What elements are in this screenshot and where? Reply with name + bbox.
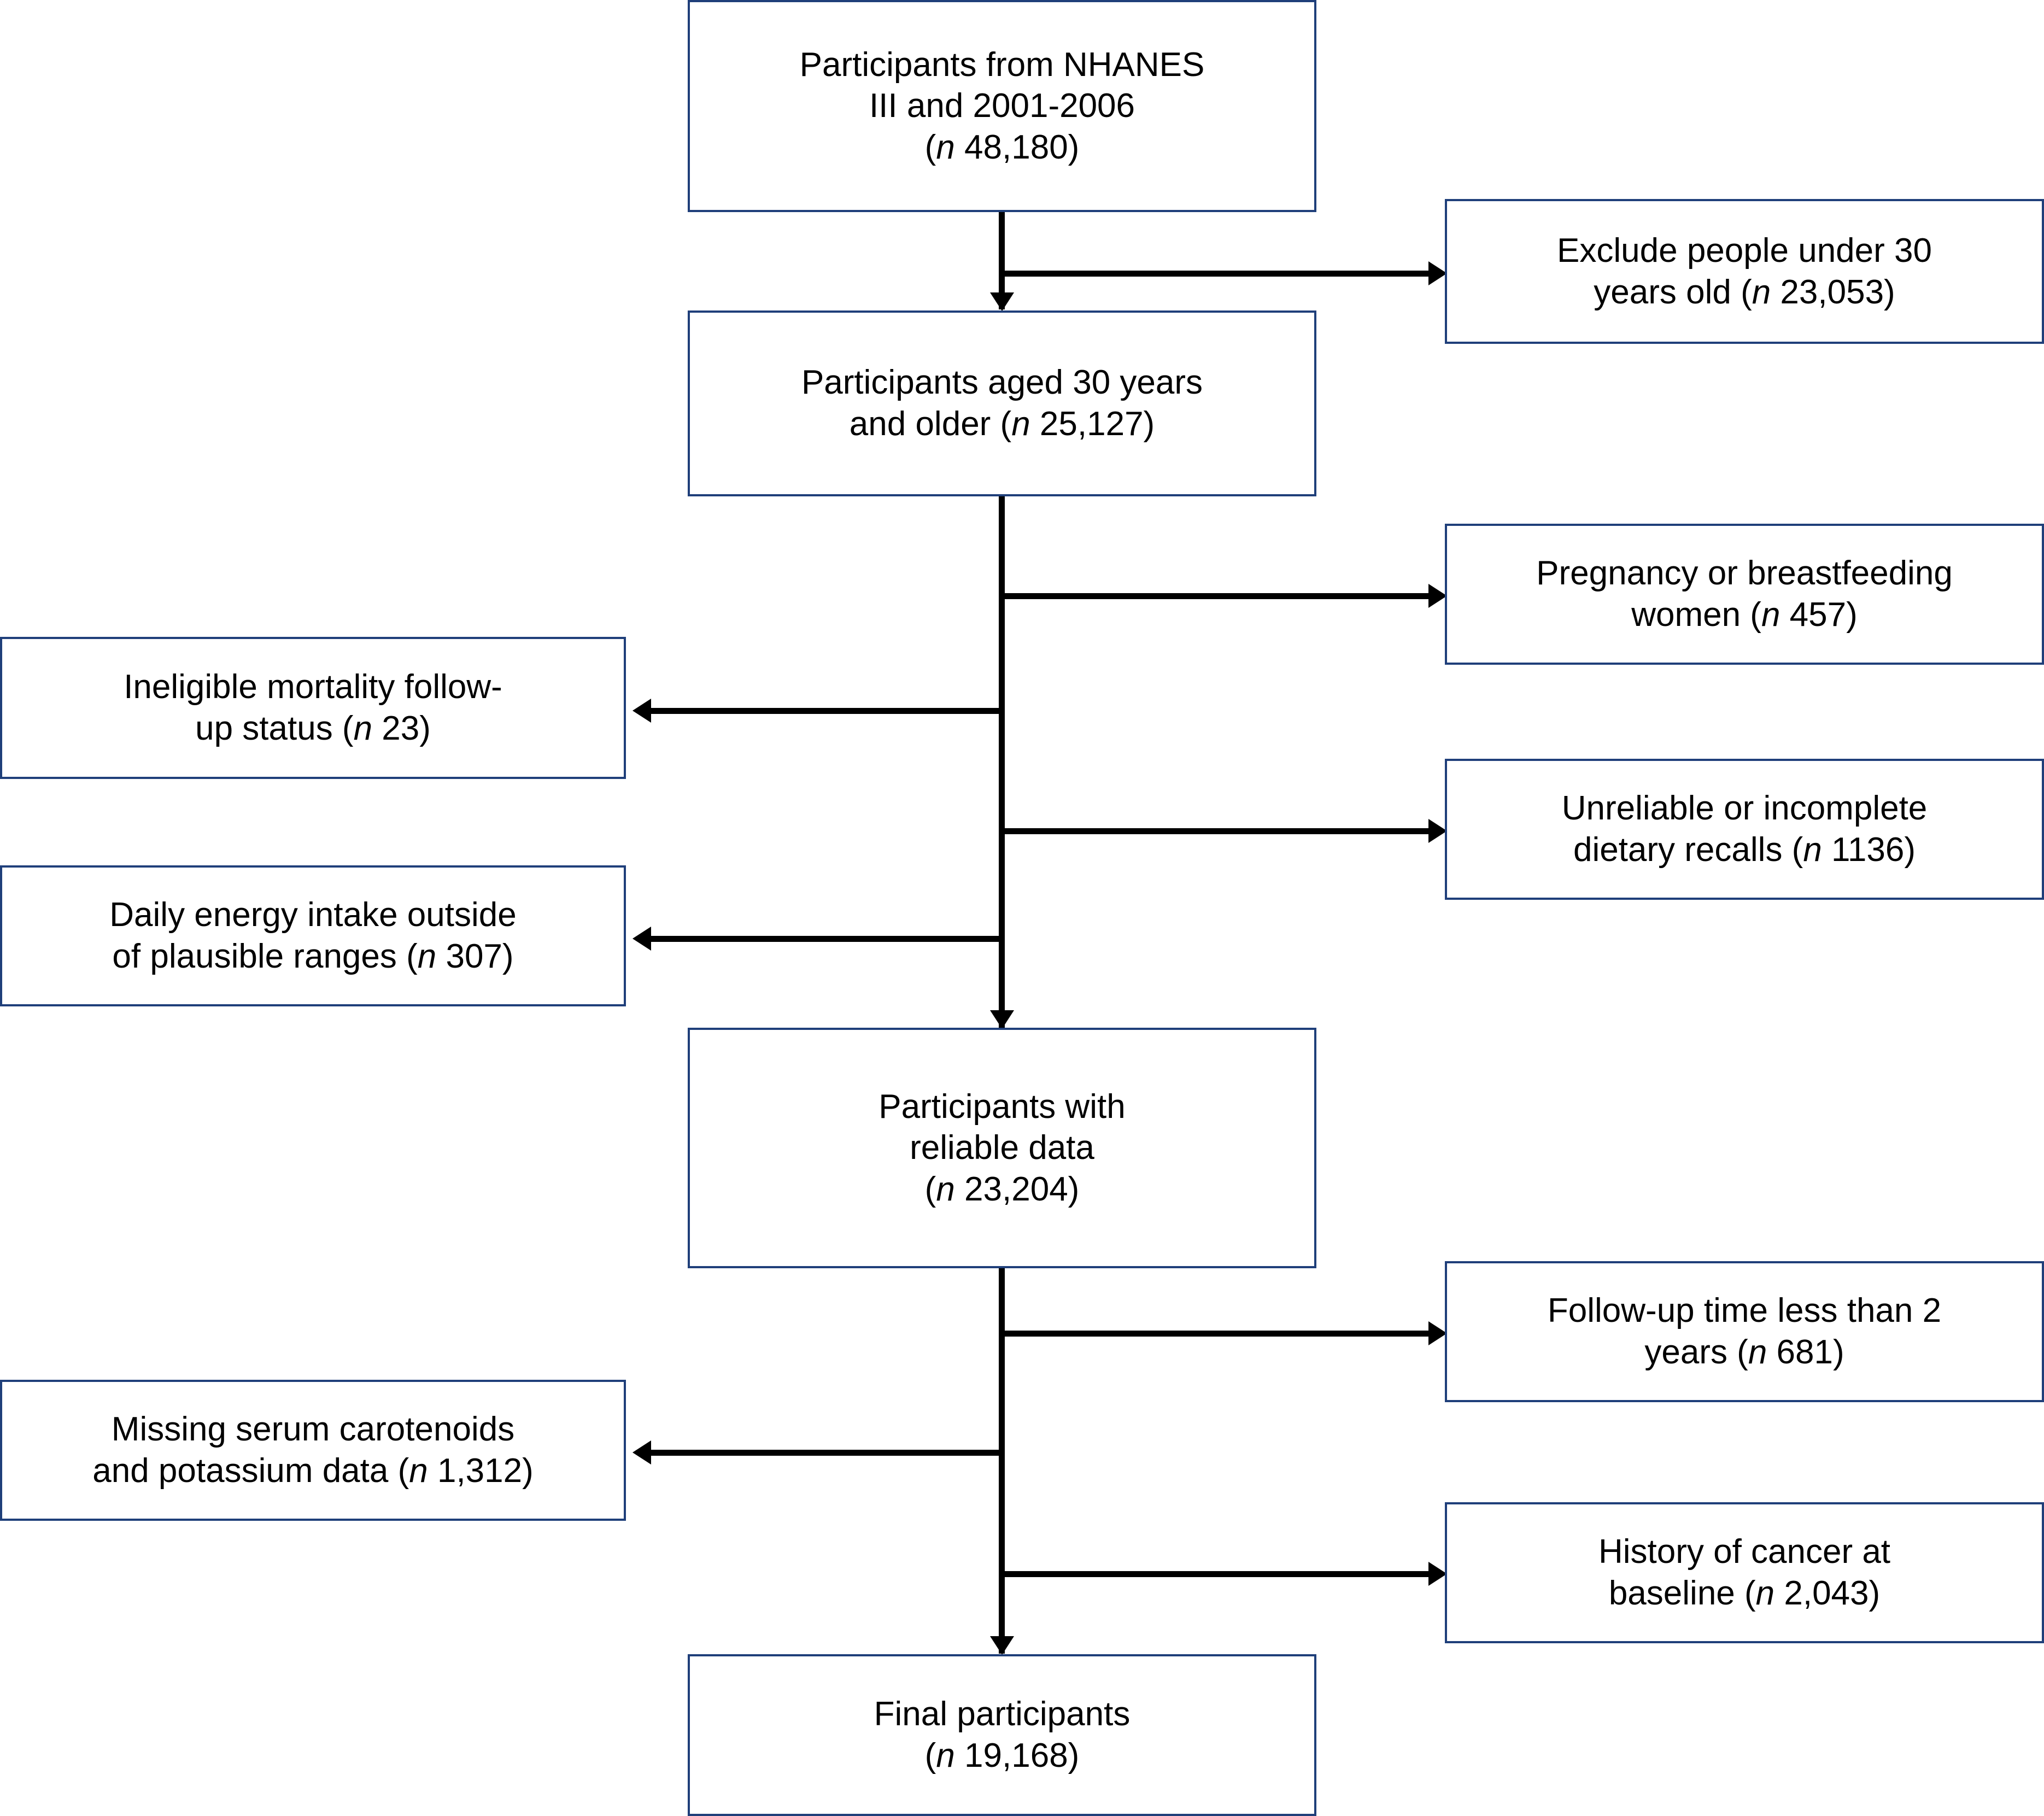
excl-under30-line2-pre: years old ( [1594,273,1752,311]
connector-to-excl-energy [651,936,1003,942]
connector-reliable-to-final [999,1268,1005,1654]
arrowhead-excl-cancer [1428,1562,1447,1586]
excl-cancer-line2-pre: baseline ( [1608,1574,1756,1612]
connector-to-excl-pregnancy [999,593,1434,599]
excl-under30-line1: Exclude people under 30 [1557,231,1932,270]
node-participants-source [688,0,1316,212]
node-exclude-energy-intake [0,865,626,1006]
connector-aged30-to-reliable [999,495,1005,1028]
excl-cancer-n-symbol: n [1755,1574,1775,1612]
excl-serum-line2-pre: and potassium data ( [92,1452,409,1490]
node-final-participants [688,1654,1316,1816]
node-final-line2-pre: ( [924,1737,936,1774]
node-exclude-cancer-history [1445,1502,2044,1643]
arrowhead-excl-energy [632,927,651,951]
node-reliable-line1: Participants with [878,1087,1126,1126]
excl-energy-line2-post: 307) [436,938,514,975]
node-source-line3-post: 48,180) [954,128,1080,166]
arrowhead-reliable [990,1010,1014,1029]
node-reliable-n-symbol: n [936,1170,955,1208]
excl-pregnancy-n-symbol: n [1761,596,1781,634]
node-exclude-mortality-status [0,637,626,779]
arrowhead-aged30 [990,292,1014,311]
node-exclude-missing-serum [0,1380,626,1521]
excl-cancer-line1: History of cancer at [1598,1533,1891,1571]
excl-pregnancy-line2-post: 457) [1780,596,1858,634]
node-source-line1: Participants from NHANES [799,45,1205,84]
node-reliable-line3-pre: ( [924,1170,936,1208]
excl-serum-n-symbol: n [409,1452,428,1490]
excl-dietary-line2-post: 1136) [1822,831,1916,869]
excl-followup-line2-pre: years ( [1644,1333,1748,1371]
connector-to-excl-followup [999,1331,1434,1337]
arrowhead-excl-mortality [632,699,651,723]
excl-dietary-line2-pre: dietary recalls ( [1573,831,1803,869]
node-aged30-line2-pre: and older ( [849,405,1012,443]
node-final-line1: Final participants [874,1695,1131,1733]
excl-mortality-line1: Ineligible mortality follow- [124,668,502,706]
excl-serum-line1: Missing serum carotenoids [111,1410,515,1449]
node-exclude-dietary-recalls [1445,759,2044,900]
node-aged30-line1: Participants aged 30 years [801,364,1203,402]
node-source-line2: III and 2001-2006 [869,87,1135,125]
excl-energy-line2-pre: of plausible ranges ( [112,938,418,975]
arrowhead-excl-under30 [1428,261,1447,285]
node-exclude-under-30 [1445,199,2044,344]
arrowhead-excl-serum [632,1440,651,1464]
excl-pregnancy-line1: Pregnancy or breastfeeding [1536,554,1953,593]
node-reliable-line2: reliable data [910,1129,1094,1167]
connector-to-excl-mortality [651,708,1003,714]
connector-to-excl-serum [651,1450,1003,1456]
arrowhead-final [990,1636,1014,1655]
node-aged30-n-symbol: n [1011,405,1030,443]
excl-followup-n-symbol: n [1748,1333,1767,1371]
arrowhead-excl-dietary [1428,819,1447,843]
excl-dietary-n-symbol: n [1803,831,1822,869]
node-source-line3-pre: ( [924,128,936,166]
node-exclude-followup-time [1445,1261,2044,1402]
node-source-n-symbol: n [936,128,955,166]
excl-dietary-line1: Unreliable or incomplete [1561,789,1928,828]
node-exclude-pregnancy [1445,524,2044,665]
excl-under30-line2-post: 23,053) [1771,273,1895,311]
excl-energy-n-symbol: n [417,938,437,975]
node-final-line2-post: 19,168) [954,1737,1080,1774]
node-final-n-symbol: n [936,1737,955,1774]
excl-mortality-n-symbol: n [353,710,373,747]
node-reliable-line3-post: 23,204) [954,1170,1080,1208]
excl-followup-line2-post: 681) [1767,1333,1844,1371]
excl-cancer-line2-post: 2,043) [1774,1574,1881,1612]
excl-under30-n-symbol: n [1752,273,1771,311]
excl-mortality-line2-post: 23) [372,710,431,747]
node-participants-aged30 [688,311,1316,496]
connector-to-excl-cancer [999,1571,1434,1577]
arrowhead-excl-followup [1428,1321,1447,1345]
excl-followup-line1: Follow-up time less than 2 [1547,1292,1942,1330]
excl-energy-line1: Daily energy intake outside [109,896,517,934]
connector-to-excl-dietary [999,828,1434,834]
arrowhead-excl-pregnancy [1428,584,1447,608]
excl-serum-line2-post: 1,312) [427,1452,534,1490]
node-aged30-line2-post: 25,127) [1030,405,1155,443]
excl-pregnancy-line2-pre: women ( [1631,596,1761,634]
connector-to-excl-under30 [999,271,1434,277]
node-participants-reliable [688,1028,1316,1268]
excl-mortality-line2-pre: up status ( [195,710,354,747]
